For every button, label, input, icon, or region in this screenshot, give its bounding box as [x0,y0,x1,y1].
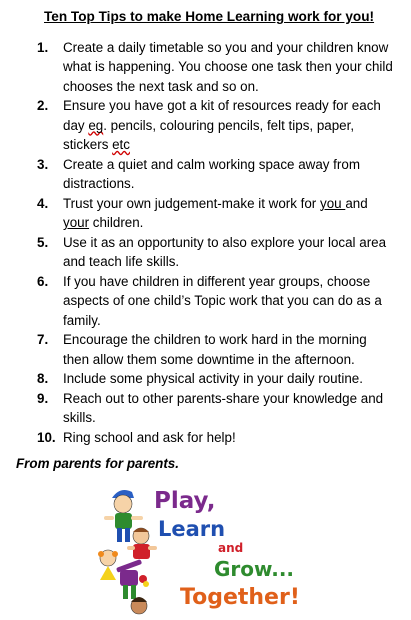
tip-text [63,38,395,96]
tip-text [63,233,395,272]
tip-number: 5. [37,234,49,250]
tip-number: 9. [37,390,49,406]
tip-item [0,233,411,272]
tip-number: 8. [37,371,49,387]
tip-text-part: Create a daily timetable so you and your children know what is happening. You choose one task then your child chooses the next task and so on. [63,40,393,94]
tip-text [63,155,395,194]
tip-text-part: Include some physical activity in your daily routine. [63,371,363,387]
tip-number: 6. [37,273,49,289]
tip-text-part: Ensure you have got a kit of resources ready for each day [63,98,381,133]
tip-text-emphasis: etc [112,137,130,153]
tip-text [63,369,395,388]
play-learn-grow-logo [98,480,308,615]
tip-item [0,194,411,233]
tip-text-part: Create a quiet and calm working space away from distractions. [63,156,360,192]
tip-text-emphasis: eg [88,117,104,133]
tip-text-part: Trust your own judgement-make it work for [63,195,320,211]
tip-text-part: Reach out to other parents-share your knowledge and skills. [63,390,384,426]
tip-item [0,155,411,194]
tip-text-part: and [345,195,368,211]
tip-item [0,96,411,154]
tip-item [0,330,411,369]
tip-text [63,194,395,233]
tip-item [0,369,411,388]
tip-text-part: If you have children in different year groups, choose aspects of one child’s Topic work that you can do as a family. [63,273,382,328]
logo-grow: Grow... [214,557,295,581]
tip-item [0,428,411,447]
tip-text-part: children. [89,215,144,231]
kid-bottom-face-icon [131,597,147,614]
tip-text-emphasis: your [63,215,90,231]
tip-item [0,272,411,330]
tip-item [0,38,411,96]
tip-number: 2. [37,98,49,114]
tip-text-part: Ring school and ask for help! [63,429,236,445]
footer-text: From parents for parents. [16,456,179,471]
tip-text [63,389,395,428]
logo-together: Together! [180,585,300,610]
tip-item [0,389,411,428]
logo-play: Play, [154,488,216,514]
tip-text-part: . pencils, colouring pencils, felt tips, paper, stickers [63,117,355,153]
tip-text [63,96,395,154]
logo-learn: Learn [158,517,226,541]
kid-red-shirt-icon [127,528,157,559]
tip-text-part: Encourage the children to work hard in the morning then allow them some downtime in the afternoon. [63,332,367,367]
tip-text [63,330,395,369]
tip-text [63,428,395,447]
tip-text [63,272,395,330]
tip-number: 1. [37,40,49,55]
tip-number: 7. [37,332,49,348]
tip-text-part: Use it as an opportunity to also explore your local area and teach life skills. [63,234,387,270]
tip-number: 3. [37,156,49,172]
kid-purple-icon [120,570,149,599]
tip-number: 10. [37,429,56,445]
logo-and: and [218,541,244,555]
document-title: Ten Top Tips to make Home Learning work for you! [44,9,375,24]
logo-illustration [98,480,308,615]
tip-number: 4. [37,195,49,211]
tips-list [0,38,411,447]
tip-text-emphasis: you [320,195,346,211]
